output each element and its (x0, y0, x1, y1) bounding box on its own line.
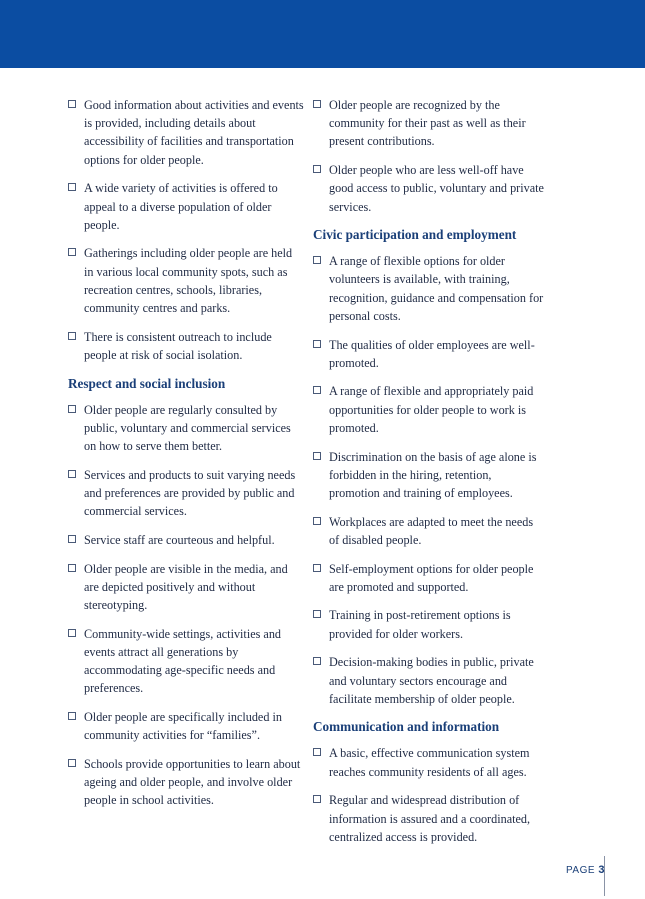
checkbox-icon[interactable] (68, 405, 76, 413)
item-text: Decision-making bodies in public, private and voluntary sectors encourage and facilitate membership of older people. (329, 655, 534, 706)
section-heading-communication: Communication and information (313, 719, 500, 735)
checklist-item (313, 448, 545, 503)
checkbox-icon[interactable] (313, 610, 321, 618)
item-text: Service staff are courteous and helpful. (84, 532, 275, 547)
page-label: PAGE (566, 865, 596, 876)
page-footer (566, 864, 605, 876)
item-text: Older people are visible in the media, and are depicted positively and without stereotyping. (84, 561, 288, 612)
checkbox-icon[interactable] (313, 100, 321, 108)
checkbox-icon[interactable] (313, 340, 321, 348)
item-text: Schools provide opportunities to learn about ageing and older people, and involve older people in school activities. (84, 756, 301, 808)
item-text: Older people are regularly consulted by public, voluntary and commercial services on how to serve them better. (84, 402, 291, 454)
checkbox-icon[interactable] (313, 452, 321, 460)
checkbox-icon[interactable] (68, 564, 76, 572)
checklist-item (68, 244, 304, 317)
item-text: A range of flexible and appropriately paid opportunities for older people to work is promoted. (329, 384, 534, 435)
page-number: 3 (598, 864, 605, 876)
checklist-item (68, 401, 304, 456)
checkbox-icon[interactable] (68, 470, 76, 478)
checklist-item (68, 625, 304, 698)
item-text: Community-wide settings, activities and events attract all generations by accommodating age-specific needs and preferences. (84, 626, 282, 696)
item-text: Services and products to suit varying needs and preferences are provided by public and commercial services. (84, 467, 296, 519)
checklist-item (313, 653, 545, 708)
item-text: Regular and widespread distribution of information is assured and a coordinated, centralized access is provided. (329, 793, 531, 844)
checkbox-icon[interactable] (313, 795, 321, 803)
item-text: Self-employment options for older people are promoted and supported. (329, 561, 534, 594)
checkbox-icon[interactable] (313, 517, 321, 525)
checklist-item (313, 382, 545, 437)
checklist-item (313, 96, 545, 151)
checklist-item (313, 744, 545, 780)
item-text: A wide variety of activities is offered to appeal to a diverse population of older people. (84, 181, 278, 232)
checklist-item (313, 336, 545, 372)
item-text: Workplaces are adapted to meet the needs of disabled people. (329, 514, 534, 547)
item-text: Older people are recognized by the community for their past as well as their present contributions. (329, 98, 526, 149)
item-text: There is consistent outreach to include people at risk of social isolation. (84, 329, 272, 362)
checkbox-icon[interactable] (68, 629, 76, 637)
checkbox-icon[interactable] (313, 165, 321, 173)
item-text: Discrimination on the basis of age alone is forbidden in the hiring, retention, promotion and training of employees. (329, 449, 537, 500)
checkbox-icon[interactable] (68, 535, 76, 543)
item-text: Training in post-retirement options is provided for older workers. (329, 608, 511, 641)
checklist-item (313, 252, 545, 325)
header-bar (0, 0, 645, 68)
checklist-item (68, 560, 304, 615)
checkbox-icon[interactable] (68, 712, 76, 720)
item-text: Gatherings including older people are held in various local community spots, such as recreation centres, schools, libraries, community centres and parks. (84, 246, 293, 316)
checklist-item (313, 161, 545, 216)
checkbox-icon[interactable] (68, 183, 76, 191)
checklist-item (68, 96, 304, 169)
item-text: Good information about activities and events is provided, including details about accessibility of facilities and transportation options for older people. (84, 98, 304, 167)
checklist-item (68, 466, 304, 521)
section-heading-civic: Civic participation and employment (313, 227, 517, 243)
section-heading-respect: Respect and social inclusion (68, 375, 226, 391)
checklist-item (313, 560, 545, 596)
checkbox-icon[interactable] (313, 748, 321, 756)
left-column (68, 96, 304, 820)
footer-divider (604, 856, 605, 896)
checklist-item (313, 513, 545, 549)
item-text: The qualities of older employees are well-promoted. (329, 337, 535, 370)
checkbox-icon[interactable] (68, 759, 76, 767)
item-text: Older people who are less well-off have good access to public, voluntary and private services. (329, 163, 544, 214)
checkbox-icon[interactable] (313, 386, 321, 394)
checkbox-icon[interactable] (313, 256, 321, 264)
item-text: A basic, effective communication system reaches community residents of all ages. (329, 746, 530, 779)
checklist-item (68, 708, 304, 744)
right-column (313, 96, 545, 857)
checkbox-icon[interactable] (68, 100, 76, 108)
checkbox-icon[interactable] (313, 564, 321, 572)
checklist-item (313, 791, 545, 846)
checkbox-icon[interactable] (68, 332, 76, 340)
checklist-item (68, 755, 304, 810)
checklist-item (68, 179, 304, 234)
checkbox-icon[interactable] (313, 657, 321, 665)
checklist-item (313, 606, 545, 642)
item-text: A range of flexible options for older volunteers is available, with training, recognition, guidance and compensation for personal costs. (329, 254, 544, 323)
checklist-item (68, 531, 304, 549)
checkbox-icon[interactable] (68, 248, 76, 256)
item-text: Older people are specifically included in community activities for “families”. (84, 709, 282, 743)
checklist-item (68, 328, 304, 364)
